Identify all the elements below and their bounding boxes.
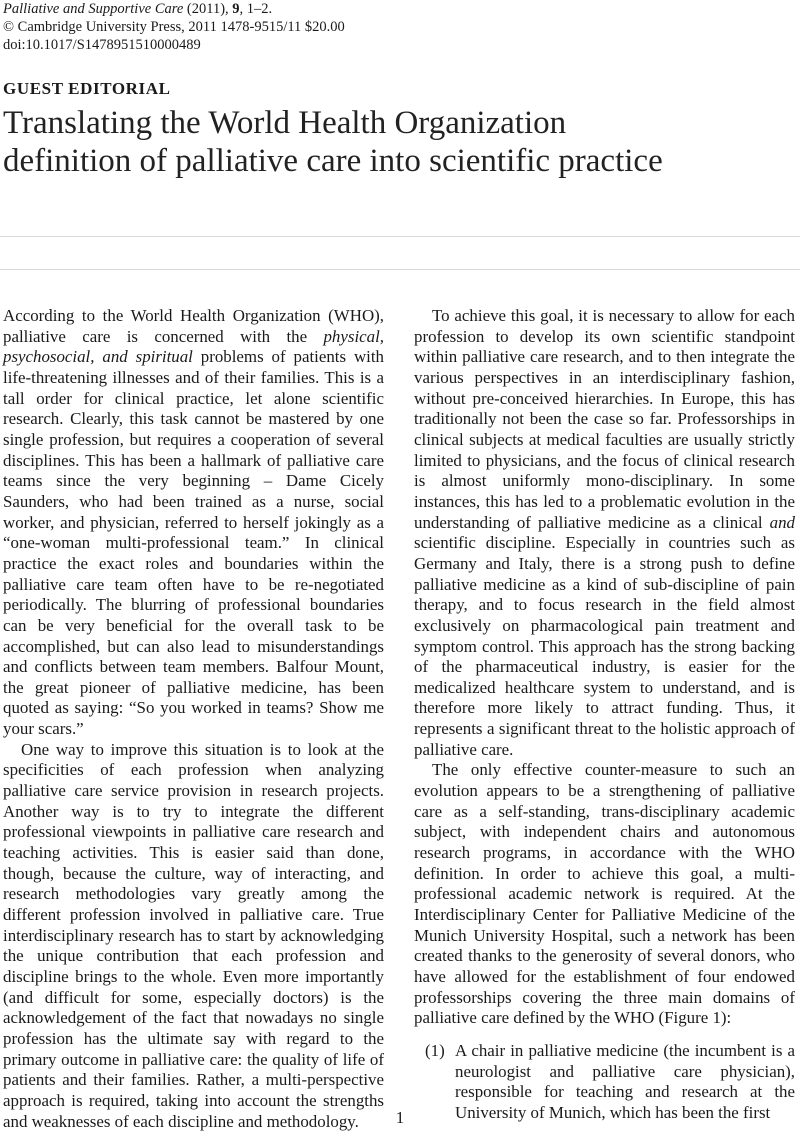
journal-name: Palliative and Supportive Care <box>3 1 184 17</box>
left-column <box>3 306 384 1132</box>
text-run: According to the World Health Organization (WHO), palliative care is concerned with the <box>3 306 384 346</box>
journal-year: (2011), <box>186 1 229 17</box>
doi-line: doi:10.1017/S1478951510000489 <box>3 37 201 53</box>
list-number: (1) <box>425 1040 445 1060</box>
journal-pages: , 1–2. <box>239 1 273 17</box>
right-column <box>414 306 795 1124</box>
emphasis: and <box>769 512 795 532</box>
section-label: GUEST EDITORIAL <box>3 79 171 98</box>
paragraph <box>414 306 795 760</box>
title-line-2: definition of palliative care into scientific practice <box>3 143 663 179</box>
list-text: A chair in palliative medicine (the incumbent is a neurologist and palliative care physician), responsible for teaching and research at the University of Munich, which has been the first <box>455 1040 795 1122</box>
paragraph <box>3 306 384 740</box>
text-run: To achieve this goal, it is necessary to allow for each profession to develop its own scientific standpoint within palliative care research, and to then integrate the various perspectives in an interdisciplinary fashion, without pre-conceived hierarchies. In Europe, this has traditionally not been the case so far. Professorships in clinical subjects at medical faculties are usually strictly limited to physicians, and the focus of clinical research is almost uniformly mono-disciplinary. In some instances, this has led to a problematic evolution in the understanding of palliative medicine as a clinical <box>414 306 795 532</box>
title-line-1: Translating the World Health Organization <box>3 105 567 141</box>
bottom-divider <box>0 269 800 270</box>
article-title <box>3 104 793 180</box>
emphasis: physical, psychosocial, and spiritual <box>3 326 384 367</box>
journal-header <box>3 0 345 54</box>
journal-volume: 9 <box>232 1 240 17</box>
page-number: 1 <box>395 1108 405 1127</box>
journal-citation <box>3 0 345 18</box>
copyright-line: © Cambridge University Press, 2011 1478-9515/11 $20.00 <box>3 19 345 35</box>
paragraph: One way to improve this situation is to look at the specificities of each profession when analyzing palliative care service provision in research projects. Another way is to try to integrate the different professional viewpoints in palliative care research and teaching activities. This is easier said than done, though, because the culture, way of interacting, and research methodologies vary greatly among the different profession involved in palliative care. True interdisciplinary research has to start by acknowledging the unique contribution that each profession and discipline brings to the whole. Even more importantly (and difficult for some, especially doctors) is the acknowledgement of the fact that nowadays no single profession has the ultimate say with regard to the primary outcome in palliative care: the quality of life of patients and their families. Rather, a multi-perspective approach is required, taking into account the strengths and weaknesses of each discipline and methodology. <box>3 739 384 1131</box>
text-run: problems of patients with life-threatening illnesses and of their families. This is a tall order for clinical practice, let alone scientific research. Clearly, this task cannot be mastered by one single profession, but requires a cooperation of several disciplines. This has been a hallmark of palliative care teams since the very beginning – Dame Cicely Saunders, who had been trained as a nurse, social worker, and physician, referred to herself jokingly as a “one-woman multi-professional team.” In clinical practice the exact roles and boundaries within the palliative care team often have to be re-negotiated periodically. The blurring of professional boundaries can be very beneficial for the overall task to be accomplished, but can also lead to misunderstandings and conflicts between team members. Balfour Mount, the great pioneer of palliative medicine, has been quoted as saying: “So you worked in teams? Show me your scars.” <box>3 347 384 739</box>
text-run: scientific discipline. Especially in countries such as Germany and Italy, there is a strong push to define palliative medicine as a kind of sub-discipline of pain therapy, and to focus research in the field almost exclusively on pharmacological pain treatment and symptom control. This approach has the strong backing of the pharmaceutical industry, is easier for the medicalized healthcare system to understand, and is therefore more likely to attract funding. Thus, it represents a significant threat to the holistic approach of palliative care. <box>414 533 795 759</box>
top-divider <box>0 236 800 237</box>
paragraph: The only effective counter-measure to such an evolution appears to be a strengthening of palliative care as a self-standing, trans-disciplinary academic subject, with independent chairs and autonomous research programs, in accordance with the WHO definition. In order to achieve this goal, a multi-professional academic network is required. At the Interdisciplinary Center for Palliative Medicine of the Munich University Hospital, such a network has been created thanks to the generosity of several donors, who have allowed for the establishment of four endowed professorships covering the three main domains of palliative care defined by the WHO (Figure 1): <box>414 760 795 1028</box>
